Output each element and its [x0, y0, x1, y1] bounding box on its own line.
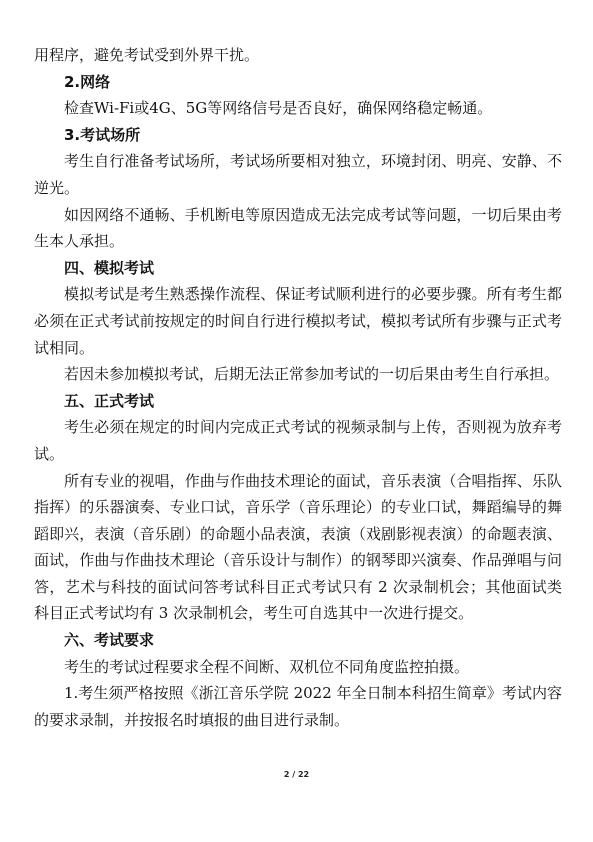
section-heading-formal-exam: 五、正式考试 [64, 391, 155, 410]
paragraph: 考生自行准备考试场所，考试场所要相对独立，环境封闭、明亮、安静、不逆光。 [34, 152, 562, 197]
paragraph: 考生必须在规定的时间内完成正式考试的视频录制与上传，否则视为放弃考试。 [34, 418, 562, 463]
section-heading-mock-exam: 四、模拟考试 [64, 258, 155, 277]
paragraph: 若因未参加模拟考试，后期无法正常参加考试的一切后果由考生自行承担。 [64, 365, 560, 384]
paragraph: 模拟考试是考生熟悉操作流程、保证考试顺利进行的必要步骤。所有考生都必须在正式考试前按规定的时间自行进行模拟考试，模拟考试所有步骤与正式考试相同。 [34, 285, 562, 357]
paragraph: 检查Wi-Fi或4G、5G等网络信号是否良好，确保网络稳定畅通。 [64, 99, 493, 118]
paragraph: 考生的考试过程要求全程不间断、双机位不同角度监控拍摄。 [64, 657, 470, 676]
section-heading-exam-venue: 3.考试场所 [64, 125, 141, 144]
paragraph: 如因网络不通畅、手机断电等原因造成无法完成考试等问题，一切后果由考生本人承担。 [34, 205, 562, 251]
paragraph: 所有专业的视唱，作曲与作曲技术理论的面试，音乐表演（合唱指挥、乐队指挥）的乐器演奏、专业口试，音乐学（音乐理论）的专业口试，舞蹈编导的舞蹈即兴，表演（音乐剧）的命题小品表演，表演（戏剧影视表演）的命题表演、面试，作曲与作曲技术理论（音乐设计与制作）的钢琴即兴演奏、作品弹唱与问答，艺术与科技的面试问答考试科目正式考试只有 2 次录制机会；其他面试类科目正式考试均有 3 次录制机会，考生可自选其中一次进行提交。 [34, 471, 562, 623]
paragraph: 1.考生须严格按照《浙江音乐学院 2022 年全日制本科招生简章》考试内容的要求录制，并按报名时填报的曲目进行录制。 [34, 684, 562, 729]
section-heading-network: 2.网络 [64, 72, 111, 91]
page-number: 2 / 22 [283, 770, 310, 779]
paragraph: 用程序，避免考试受到外界干扰。 [34, 46, 260, 64]
document-body [34, 42, 562, 733]
section-heading-exam-requirements: 六、考试要求 [64, 631, 155, 650]
